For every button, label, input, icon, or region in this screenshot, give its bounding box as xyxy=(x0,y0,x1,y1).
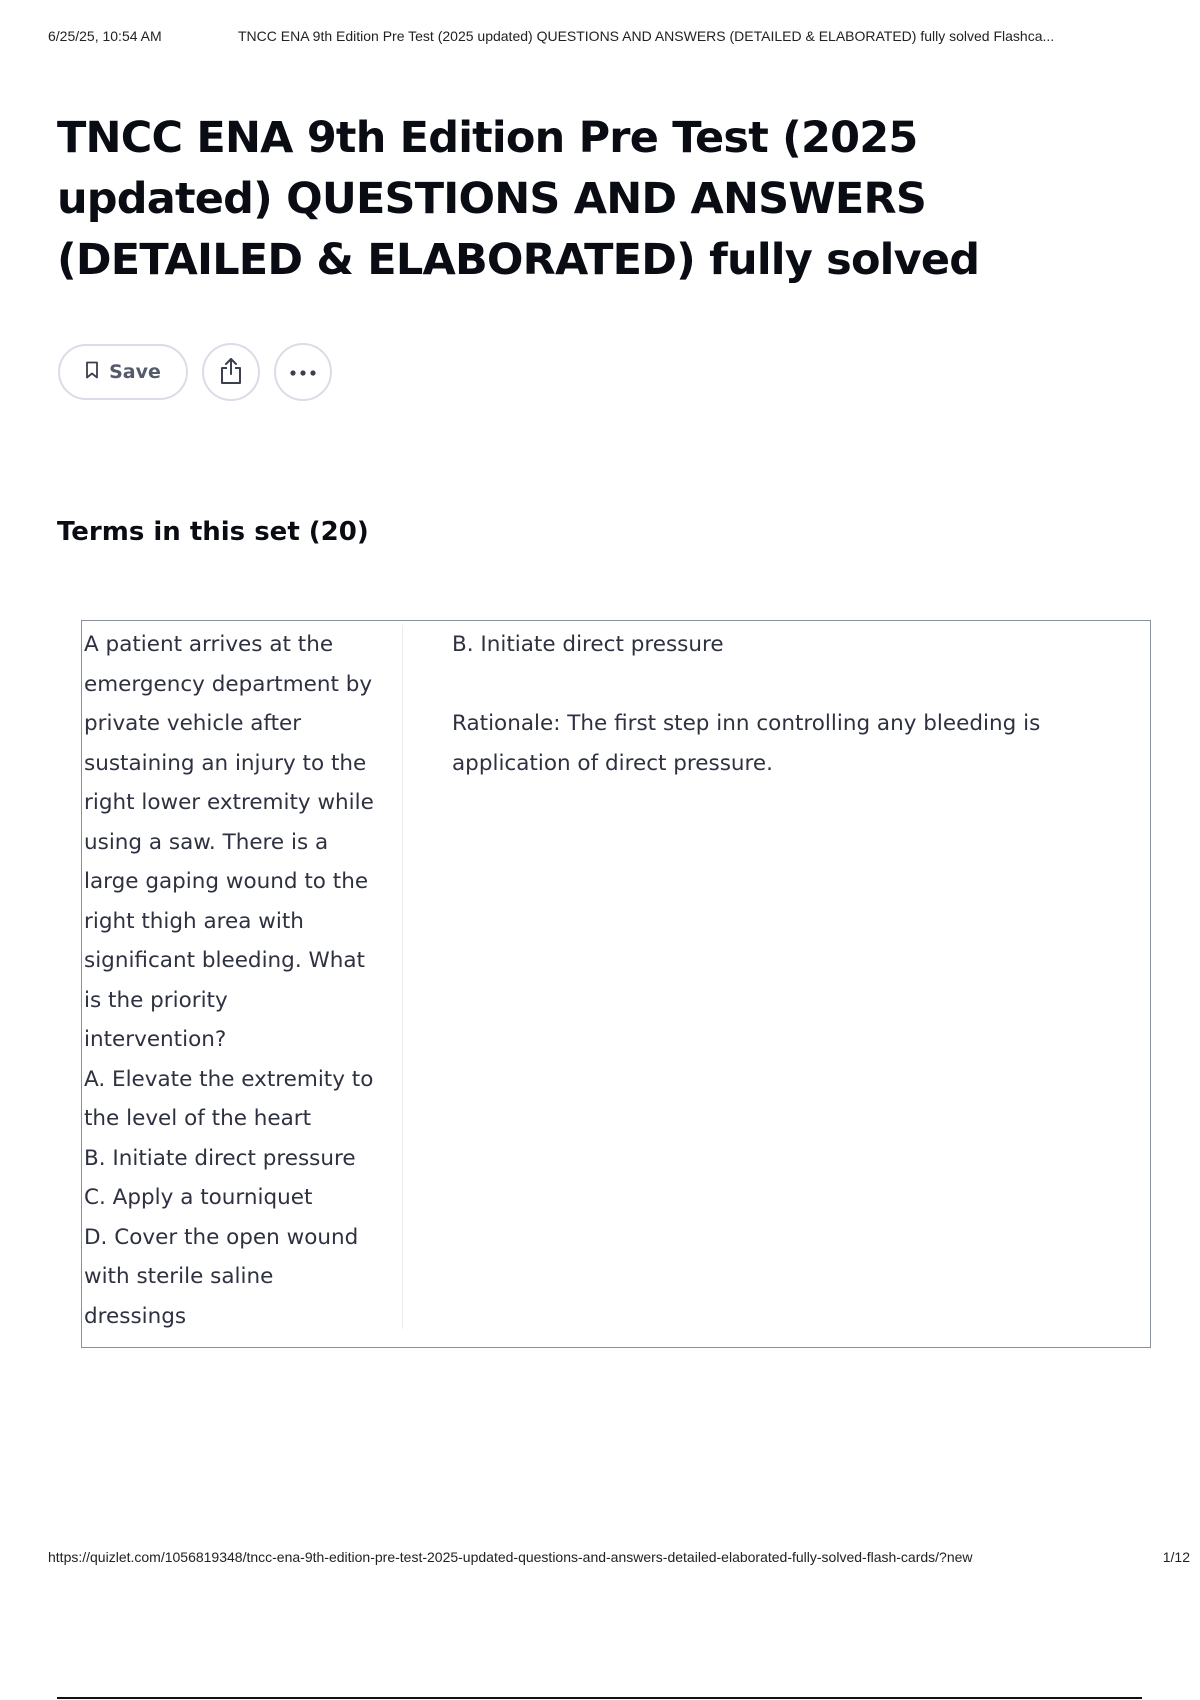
print-header xyxy=(48,28,1186,44)
divider xyxy=(57,1697,1142,1699)
flashcard xyxy=(81,620,1151,1348)
more-icon xyxy=(289,365,317,380)
print-doc-title: TNCC ENA 9th Edition Pre Test (2025 updated) QUESTIONS AND ANSWERS (DETAILED & ELABORATED) fully solved Flashca... xyxy=(238,28,1055,44)
save-button[interactable] xyxy=(58,344,188,400)
page-number: 1/12 xyxy=(1162,1549,1190,1565)
print-url: https://quizlet.com/1056819348/tncc-ena-9th-edition-pre-test-2025-updated-questions-and-answers-detailed-elaborated-fully-solved-flash-cards/?new xyxy=(48,1549,973,1565)
share-icon xyxy=(218,357,244,388)
page-title: TNCC ENA 9th Edition Pre Test (2025 updated) QUESTIONS AND ANSWERS (DETAILED & ELABORATED) fully solved xyxy=(57,113,980,285)
action-bar xyxy=(58,343,332,401)
print-footer xyxy=(48,1549,1190,1565)
bookmark-icon xyxy=(85,361,99,384)
print-datetime: 6/25/25, 10:54 AM xyxy=(48,28,162,44)
terms-heading: Terms in this set (20) xyxy=(57,517,369,547)
flashcard-definition: B. Initiate direct pressure Rationale: The first step inn controlling any bleeding is application of direct pressure. xyxy=(452,632,1041,776)
flashcard-term: A patient arrives at the emergency department by private vehicle after sustaining an injury to the right lower extremity while using a saw. There is a large gaping wound to the right thigh area with significant bleeding. What is the priority intervention? A. Elevate the extremity to the level of the heart B. Initiate direct pressure C. Apply a tourniquet D. Cover the open wound with sterile saline dressings xyxy=(82,625,403,1329)
save-label: Save xyxy=(109,361,161,383)
more-options-button[interactable] xyxy=(274,343,332,401)
share-button[interactable] xyxy=(202,343,260,401)
